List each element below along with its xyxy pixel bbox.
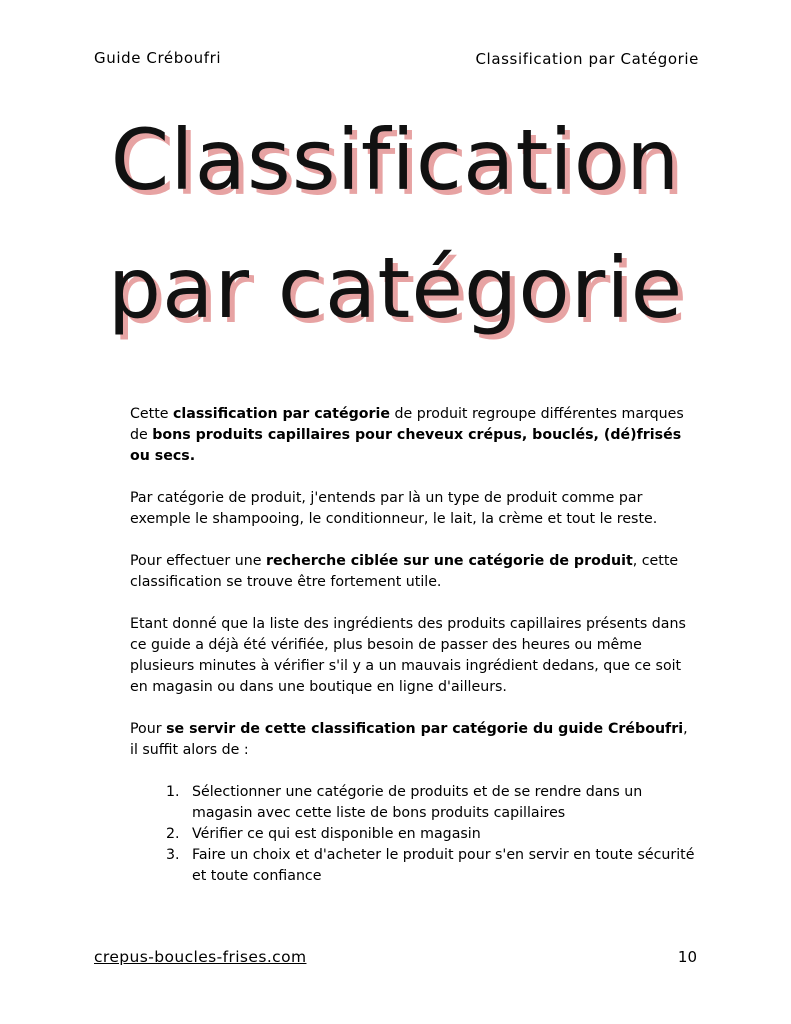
page-number: 10: [677, 948, 697, 966]
list-item: [166, 824, 695, 845]
text-run: Cette: [130, 406, 173, 422]
list-item: [166, 782, 695, 824]
steps-list: [130, 782, 695, 887]
text-run: Pour: [130, 721, 167, 737]
bold-text-run: se servir de cette classification par catégorie du guide Créboufri: [166, 721, 684, 737]
list-item-text: Faire un choix et d'acheter le produit pour s'en servir en toute sécurité et toute confiance: [192, 847, 695, 884]
bold-text-run: recherche ciblée sur une catégorie de produit: [265, 553, 633, 569]
list-number: 1.: [166, 784, 180, 800]
bold-text-run: bons produits capillaires pour cheveux crépus, bouclés, (dé)frisés ou secs.: [130, 427, 682, 464]
list-item-text: Vérifier ce qui est disponible en magasin: [192, 826, 481, 842]
text-run: , il suffit alors de :: [130, 721, 688, 758]
list-number: 2.: [166, 826, 180, 842]
paragraph-definition: Par catégorie de produit, j'entends par là un type de produit comme par exemple le shampooing, le conditionneur, le lait, la crème et tout le reste.: [130, 490, 658, 527]
header-guide-title: Guide Créboufri: [94, 49, 222, 67]
paragraph-intro: [130, 404, 695, 467]
text-run: , cette classification se trouve être fortement utile.: [130, 553, 679, 590]
text-run: de produit regroupe différentes marques de: [130, 406, 684, 443]
header-section-title: Classification par Catégorie: [475, 50, 699, 68]
paragraph-ingredients: Etant donné que la liste des ingrédients des produits capillaires présents dans ce guide a déjà été vérifiée, plus besoin de passer des heures ou même plusieurs minutes à vérifier s'il y a un mauvais ingrédient dedans, que ce soit en magasin ou dans une boutique en ligne d'ailleurs.: [130, 616, 686, 695]
list-number: 3.: [166, 847, 180, 863]
paragraph-search: [130, 551, 695, 593]
list-item: [166, 845, 695, 887]
text-run: Pour effectuer une: [130, 553, 266, 569]
list-item-text: Sélectionner une catégorie de produits et de se rendre dans un magasin avec cette liste de bons produits capillaires: [192, 784, 643, 821]
page-title-line2: par catégorie: [107, 239, 684, 337]
website-link[interactable]: crepus-boucles-frises.com: [94, 948, 307, 966]
paragraph-usage: [130, 719, 695, 761]
bold-text-run: classification par catégorie: [173, 406, 390, 422]
body-content: [130, 404, 695, 887]
page-title-line1: Classification: [110, 111, 681, 209]
